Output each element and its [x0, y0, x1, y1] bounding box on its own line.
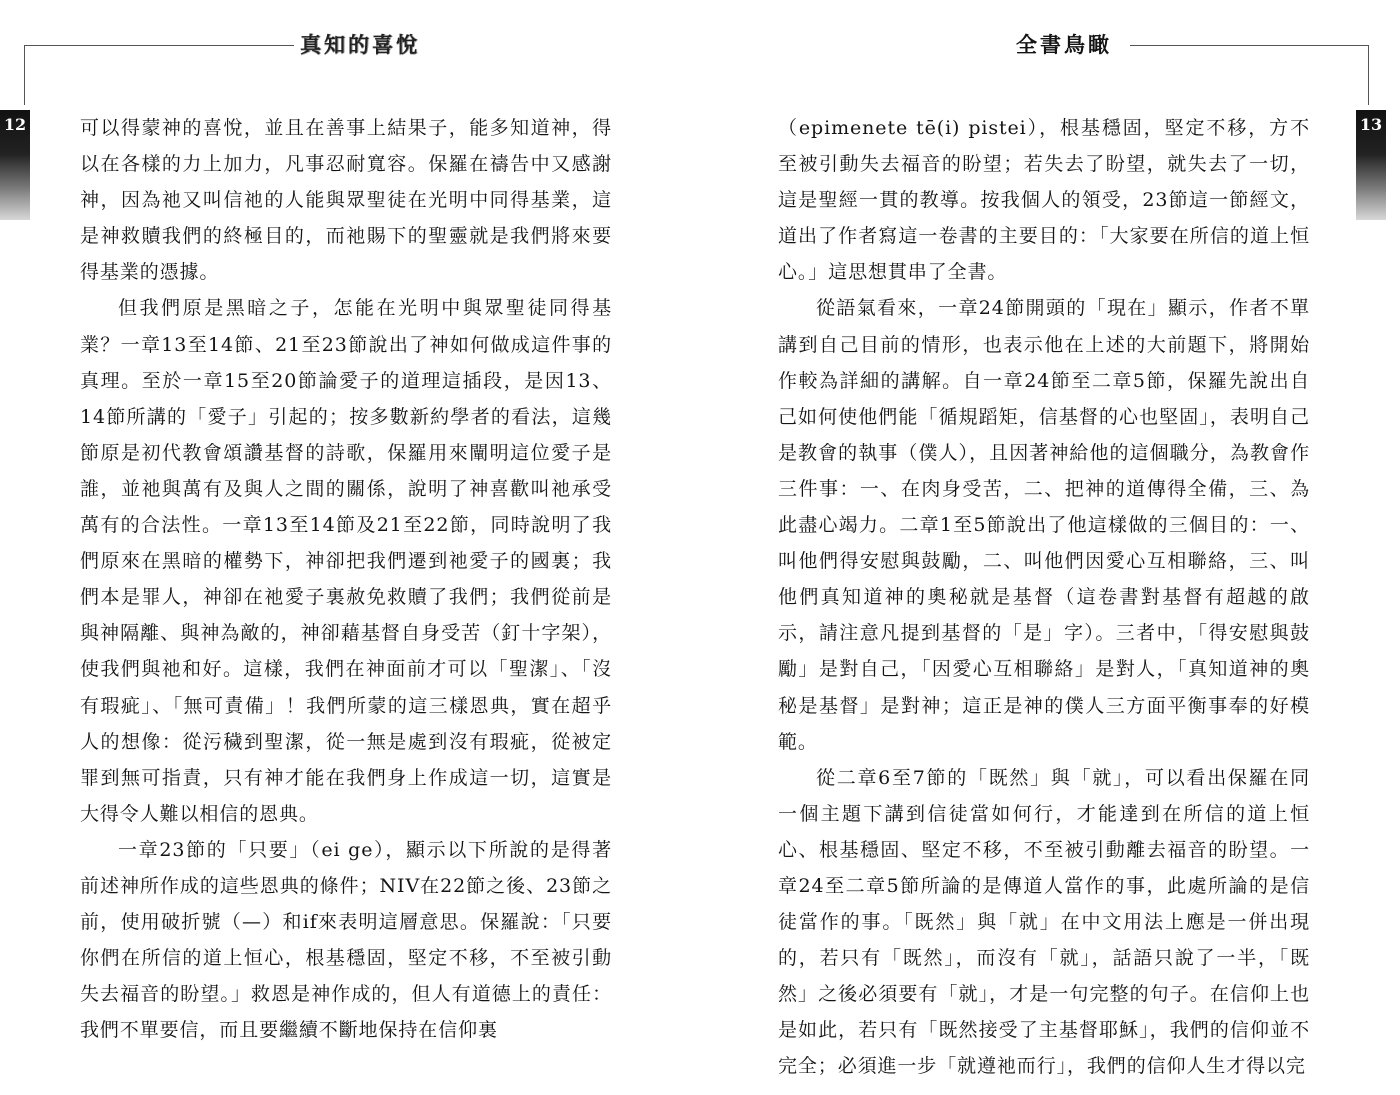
running-title: 全書鳥瞰: [1012, 30, 1116, 60]
page-number: 12: [3, 115, 27, 134]
body-text: [778, 110, 1310, 1085]
paragraph: （epimenete tē(i) pistei），根基穩固，堅定不移，方不至被引動失去福音的盼望；若失去了盼望，就失去了一切，這是聖經一貫的教導。按我個人的領受，23節這一節經文，道出了作者寫這一卷書的主要目的：「大家要在所信的道上恒心。」這思想貫串了全書。: [778, 117, 1310, 284]
paragraph: 但我們原是黑暗之子，怎能在光明中與眾聖徒同得基業？一章13至14節、21至23節說出了神如何做成這件事的真理。至於一章15至20節論愛子的道理這插段，是因13、14節所講的「愛子」引起的；按多數新約學者的看法，這幾節原是初代教會頌讚基督的詩歌，保羅用來闡明這位愛子是誰，並祂與萬有及與人之間的關係，說明了神喜歡叫祂承受萬有的合法性。一章13至14節及21至22節，同時說明了我們原來在黑暗的權勢下，神卻把我們遷到祂愛子的國裏；我們本是罪人，神卻在祂愛子裏赦免救贖了我們；我們從前是與神隔離、與神為敵的，神卻藉基督自身受苦（釘十字架），使我們與祂和好。這樣，我們在神面前才可以「聖潔」、「沒有瑕疵」、「無可責備」！我們所蒙的這三樣恩典，實在超乎人的想像：從污穢到聖潔，從一無是處到沒有瑕疵，從被定罪到無可指責，只有神才能在我們身上作成這一切，這實是大得令人難以相信的恩典。: [80, 297, 612, 825]
header-rule-right-drop: [1368, 45, 1369, 105]
paragraph: 一章23節的「只要」（ei ge），顯示以下所說的是得著前述神所作成的這些恩典的條件；NIV在22節之後、23節之前，使用破折號（—）和if來表明這層意思。保羅說：「只要你們在所信的道上恒心，根基穩固，堅定不移，不至被引動失去福音的盼望。」救恩是神作成的，但人有道德上的責任：我們不單要信，而且要繼續不斷地保持在信仰裏: [80, 838, 612, 1042]
header-rule-left-long: [24, 45, 294, 46]
running-title: 真知的喜悅: [296, 30, 424, 60]
header-rule-right-long: [1130, 45, 1368, 46]
paragraph: 從語氣看來，一章24節開頭的「現在」顯示，作者不單講到自己目前的情形，也表示他在上述的大前題下，將開始作較為詳細的講解。自一章24節至二章5節，保羅先說出自己如何使他們能「循規蹈矩，信基督的心也堅固」，表明自己是教會的執事（僕人），且因著神給他的這個職分，為教會作三件事：一、在肉身受苦，二、把神的道傳得全備，三、為此盡心竭力。二章1至5節說出了他這樣做的三個目的：一、叫他們得安慰與鼓勵，二、叫他們因愛心互相聯絡，三、叫他們真知道神的奧秘就是基督（這卷書對基督有超越的啟示，請注意凡提到基督的「是」字）。三者中，「得安慰與鼓勵」是對自己，「因愛心互相聯絡」是對人，「真知道神的奧秘是基督」是對神；這正是神的僕人三方面平衡事奉的好模範。: [778, 297, 1310, 753]
body-text: [80, 110, 612, 1048]
page-number: 13: [1359, 115, 1383, 134]
page-number-tab: [0, 110, 30, 220]
header-rule-left-drop: [24, 45, 25, 105]
page-number-tab: [1356, 110, 1386, 220]
right-page: [700, 0, 1400, 1095]
paragraph: 可以得蒙神的喜悅，並且在善事上結果子，能多知道神，得以在各樣的力上加力，凡事忍耐寬容。保羅在禱告中又感謝神，因為祂又叫信祂的人能與眾聖徒在光明中同得基業，這是神救贖我們的終極目的，而祂賜下的聖靈就是我們將來要得基業的憑據。: [80, 117, 612, 284]
paragraph: 從二章6至7節的「既然」與「就」，可以看出保羅在同一個主題下講到信徒當如何行，才能達到在所信的道上恒心、根基穩固、堅定不移，不至被引動離去福音的盼望。一章24至二章5節所論的是傳道人當作的事，此處所論的是信徒當作的事。「既然」與「就」在中文用法上應是一併出現的，若只有「既然」，而沒有「就」，話語只說了一半，「既然」之後必須要有「就」，才是一句完整的句子。在信仰上也是如此，若只有「既然接受了主基督耶穌」，我們的信仰並不完全；必須進一步「就遵祂而行」，我們的信仰人生才得以完: [778, 766, 1310, 1078]
